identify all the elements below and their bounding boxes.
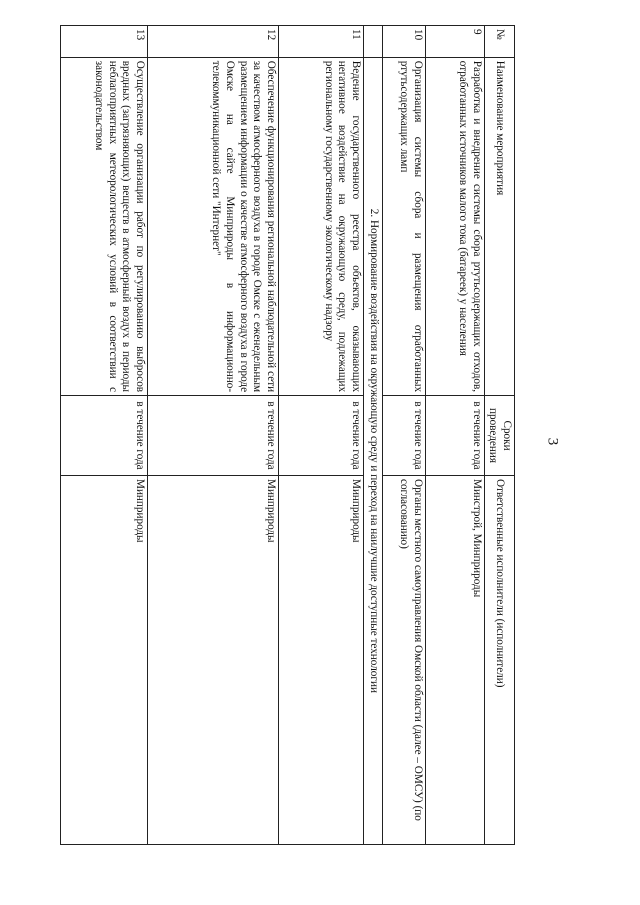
row-term: в течение года [279, 396, 364, 476]
row-name: Ведение государственного реестра объектов, оказывающих негативное воздействие на окружающую среду, подлежащих региональному государственному экологическому надзору [279, 57, 364, 395]
page-number: 3 [544, 437, 561, 446]
row-num: 10 [382, 26, 425, 58]
row-num: 12 [148, 26, 279, 58]
row-exec: Органы местного самоуправления Омской области (далее – ОМСУ) (по согласованию) [382, 476, 425, 845]
header-name: Наименование мероприятия [484, 57, 514, 395]
row-name: Осуществление организации работ по регулированию выбросов вредных (загрязняющих) веществ в атмосферный воздух в периоды неблагоприятных метеорологических условий в соответствии с законодательством [61, 57, 148, 395]
header-term: Сроки проведения [484, 396, 514, 476]
row-term: в течение года [425, 396, 484, 476]
table-row [279, 26, 364, 845]
row-term: в течение года [148, 396, 279, 476]
table-header-row [484, 26, 514, 845]
header-exec: Ответственные исполнители (исполнители) [484, 476, 514, 845]
table-row [148, 26, 279, 845]
header-num: № [484, 26, 514, 58]
section-title: 2. Нормирование воздействия на окружающую среду и переход на наилучшие доступные технологии [364, 57, 383, 844]
row-name: Обеспечение функционирования региональной наблюдательной сети за качеством атмосферного воздуха в городе Омске с еженедельным размещением информации о качестве атмосферного воздуха в городе Омске на сайте Минприроды в информационно-телекоммуникационной сети "Интернет" [148, 57, 279, 395]
row-num: 11 [279, 26, 364, 58]
measures-table [60, 25, 515, 845]
row-exec: Минприроды [61, 476, 148, 845]
row-num: 13 [61, 26, 148, 58]
row-exec: Минприроды [148, 476, 279, 845]
row-term: в течение года [382, 396, 425, 476]
section-num-cell [364, 26, 383, 58]
row-exec: Минприроды [279, 476, 364, 845]
table-row [425, 26, 484, 845]
section-row [364, 26, 383, 845]
row-name: Организация системы сбора и размещения отработанных ртутьсодержащих ламп [382, 57, 425, 395]
row-name: Разработка и внедрение системы сбора ртутьсодержащих отходов, отработанных источников малого тока (батареек) у населения [425, 57, 484, 395]
table-row [382, 26, 425, 845]
row-exec: Минстрой, Минприроды [425, 476, 484, 845]
rotated-table-container [85, 25, 515, 885]
table-row [61, 26, 148, 845]
row-num: 9 [425, 26, 484, 58]
row-term: в течение года [61, 396, 148, 476]
